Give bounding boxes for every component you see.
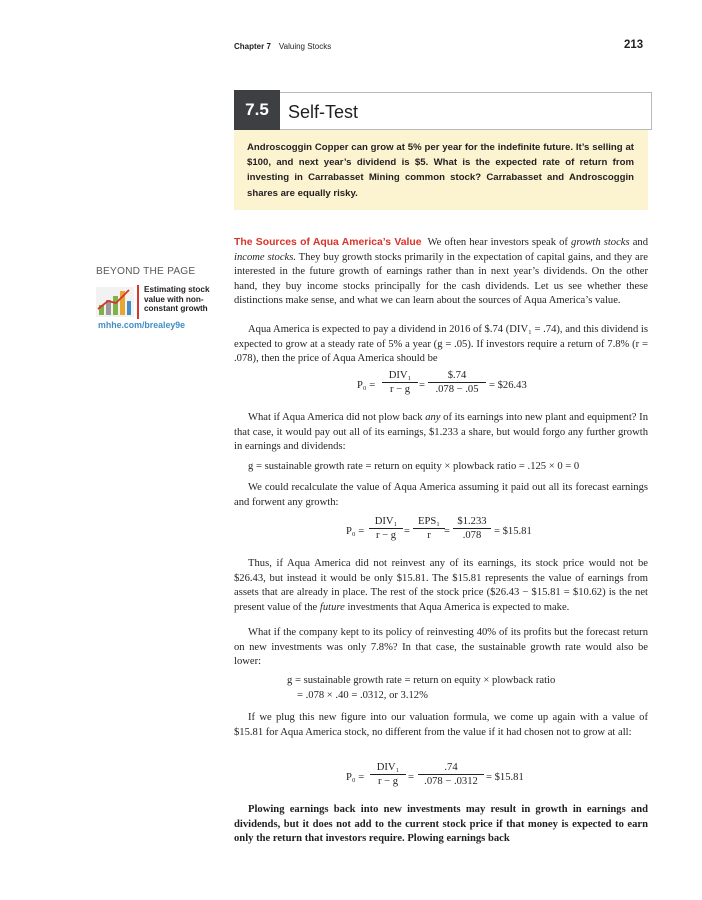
paragraph-conclusion: Plowing earnings back into new investments may result in growth in earnings and dividends, but it does not add to the current stock price if that money is expected to earn only the return that investors require. Plowing earnings back	[234, 804, 648, 845]
text-run: We often hear investors speak of	[427, 237, 572, 248]
self-test-box	[234, 90, 652, 210]
text-run: income stocks.	[234, 251, 296, 263]
eq3-fraction-1	[369, 516, 403, 541]
text-run: any	[425, 412, 441, 423]
page-number: 213	[624, 39, 644, 51]
eq3-numerator: $1.233	[457, 516, 487, 527]
running-head	[234, 42, 331, 51]
text-run: They buy growth stocks primarily in the expectation of capital gains, and they are interested in the future growth of earnings rather than in next year’s dividends. On the other hand, they buy income stocks principally for the cash dividends. Let us see whether these distinctions make sense, and what we can learn about the sources of Aqua America’s value.	[234, 251, 648, 307]
chapter-title: Valuing Stocks	[278, 42, 332, 51]
eq1-equals: =	[419, 380, 425, 391]
text-run: What if Aqua America did not plow back	[248, 412, 426, 423]
equation-4-line-1: g = sustainable growth rate = return on equity × plowback ratio	[287, 675, 556, 686]
self-test-title: Self-Test	[288, 102, 359, 122]
text-run: investments that Aqua America is expected to make.	[344, 601, 570, 613]
eq1-fraction-2	[428, 370, 486, 395]
eq3-fraction-2	[413, 516, 445, 541]
text-run: of its earnings into new plant and equipment? In that case, it would pay out all of its earnings, $1.233 a share, but would forgo any further growth in earnings and dividends:	[234, 412, 648, 453]
eq5-denominator: r − g	[377, 776, 399, 787]
text-run: Thus, if Aqua America did not reinvest any of its earnings, its stock price would not be $26.43, but instead it would be only $15.81. The $15.81 represents the value of earnings from assets that are already in place. The rest of the stock price ($26.43 − $15.81 = $10.62) is the net present value of the	[234, 558, 648, 613]
paragraph-recalculate: We could recalculate the value of Aqua America assuming it paid out all its forecast earnings and forwent any growth:	[234, 482, 648, 508]
text-run: and	[629, 237, 649, 248]
section-heading: The Sources of Aqua America’s Value	[234, 237, 422, 248]
paragraph-plug-in: If we plug this new figure into our valuation formula, we come up again with a value of $15.81 for Aqua America stock, no different from the value if it had chosen not to grow at all:	[234, 712, 648, 738]
chapter-number: Chapter 7	[234, 42, 271, 51]
eq3-lhs: P₀ =	[346, 526, 365, 537]
text-run: future	[319, 601, 345, 613]
eq5-fraction-2	[418, 762, 484, 787]
paragraph-no-plowback	[234, 411, 648, 455]
eq1-denominator: .078 − .05	[435, 384, 479, 395]
self-test-number: 7.5	[234, 90, 280, 130]
eq5-equals: =	[408, 772, 414, 783]
paragraph-dividend: Aqua America is expected to pay a dividend in 2016 of $.74 (DIV₁ = .74), and this dividend is expected to grow at a steady rate of 5% a year (g = .05). If investors require a return of 7.8% (r = .078), then the price of Aqua America should be	[234, 324, 648, 365]
eq5-lhs: P₀ =	[346, 772, 365, 783]
eq3-equals: =	[444, 526, 450, 537]
eq1-result: = $26.43	[489, 380, 527, 391]
eq3-numerator: EPS₁	[418, 516, 440, 527]
eq1-lhs: P₀ =	[357, 380, 376, 391]
beyond-the-page-link[interactable]: mhhe.com/brealey9e	[98, 320, 186, 330]
equation-2: g = sustainable growth rate = return on equity × plowback ratio = .125 × 0 = 0	[248, 461, 580, 472]
beyond-the-page-heading: BEYOND THE PAGE	[96, 266, 196, 277]
bar-chart-icon	[96, 287, 134, 317]
eq1-numerator: $.74	[447, 370, 467, 381]
eq5-result: = $15.81	[486, 772, 524, 783]
eq3-equals: =	[404, 526, 410, 537]
eq5-denominator: .078 − .0312	[424, 776, 478, 787]
eq3-denominator: .078	[462, 530, 482, 541]
eq1-fraction-1	[382, 370, 418, 395]
text-run: growth stocks	[571, 237, 630, 248]
self-test-question: Androscoggin Copper can grow at 5% per year for the indefinite future. It’s selling at $100, and next year’s dividend is $5. What is the expected rate of return from investing in Carrabasset Mining common stock? Carrabasset and Androscoggin shares are equally risky.	[234, 130, 648, 210]
paragraph-intro	[234, 236, 648, 309]
margin-divider	[137, 285, 139, 319]
eq3-fraction-3	[453, 516, 491, 541]
paragraph-reinvest	[234, 557, 648, 615]
eq3-denominator: r − g	[375, 530, 397, 541]
eq3-result: = $15.81	[494, 526, 532, 537]
eq1-numerator: DIV₁	[388, 370, 412, 381]
eq1-denominator: r − g	[389, 384, 411, 395]
eq5-numerator: .74	[444, 762, 458, 773]
eq5-numerator: DIV₁	[376, 762, 400, 773]
beyond-the-page-label: Estimating stock value with non-constant growth	[144, 285, 210, 314]
paragraph-policy: What if the company kept to its policy of reinvesting 40% of its profits but the forecast return on new investments was only 7.8%? In that case, the sustainable growth rate would also be lower:	[234, 627, 648, 668]
equation-4-line-2: = .078 × .40 = .0312, or 3.12%	[297, 690, 428, 701]
eq3-numerator: DIV₁	[374, 516, 398, 527]
eq5-fraction-1	[370, 762, 406, 787]
eq3-denominator: r	[427, 530, 431, 541]
